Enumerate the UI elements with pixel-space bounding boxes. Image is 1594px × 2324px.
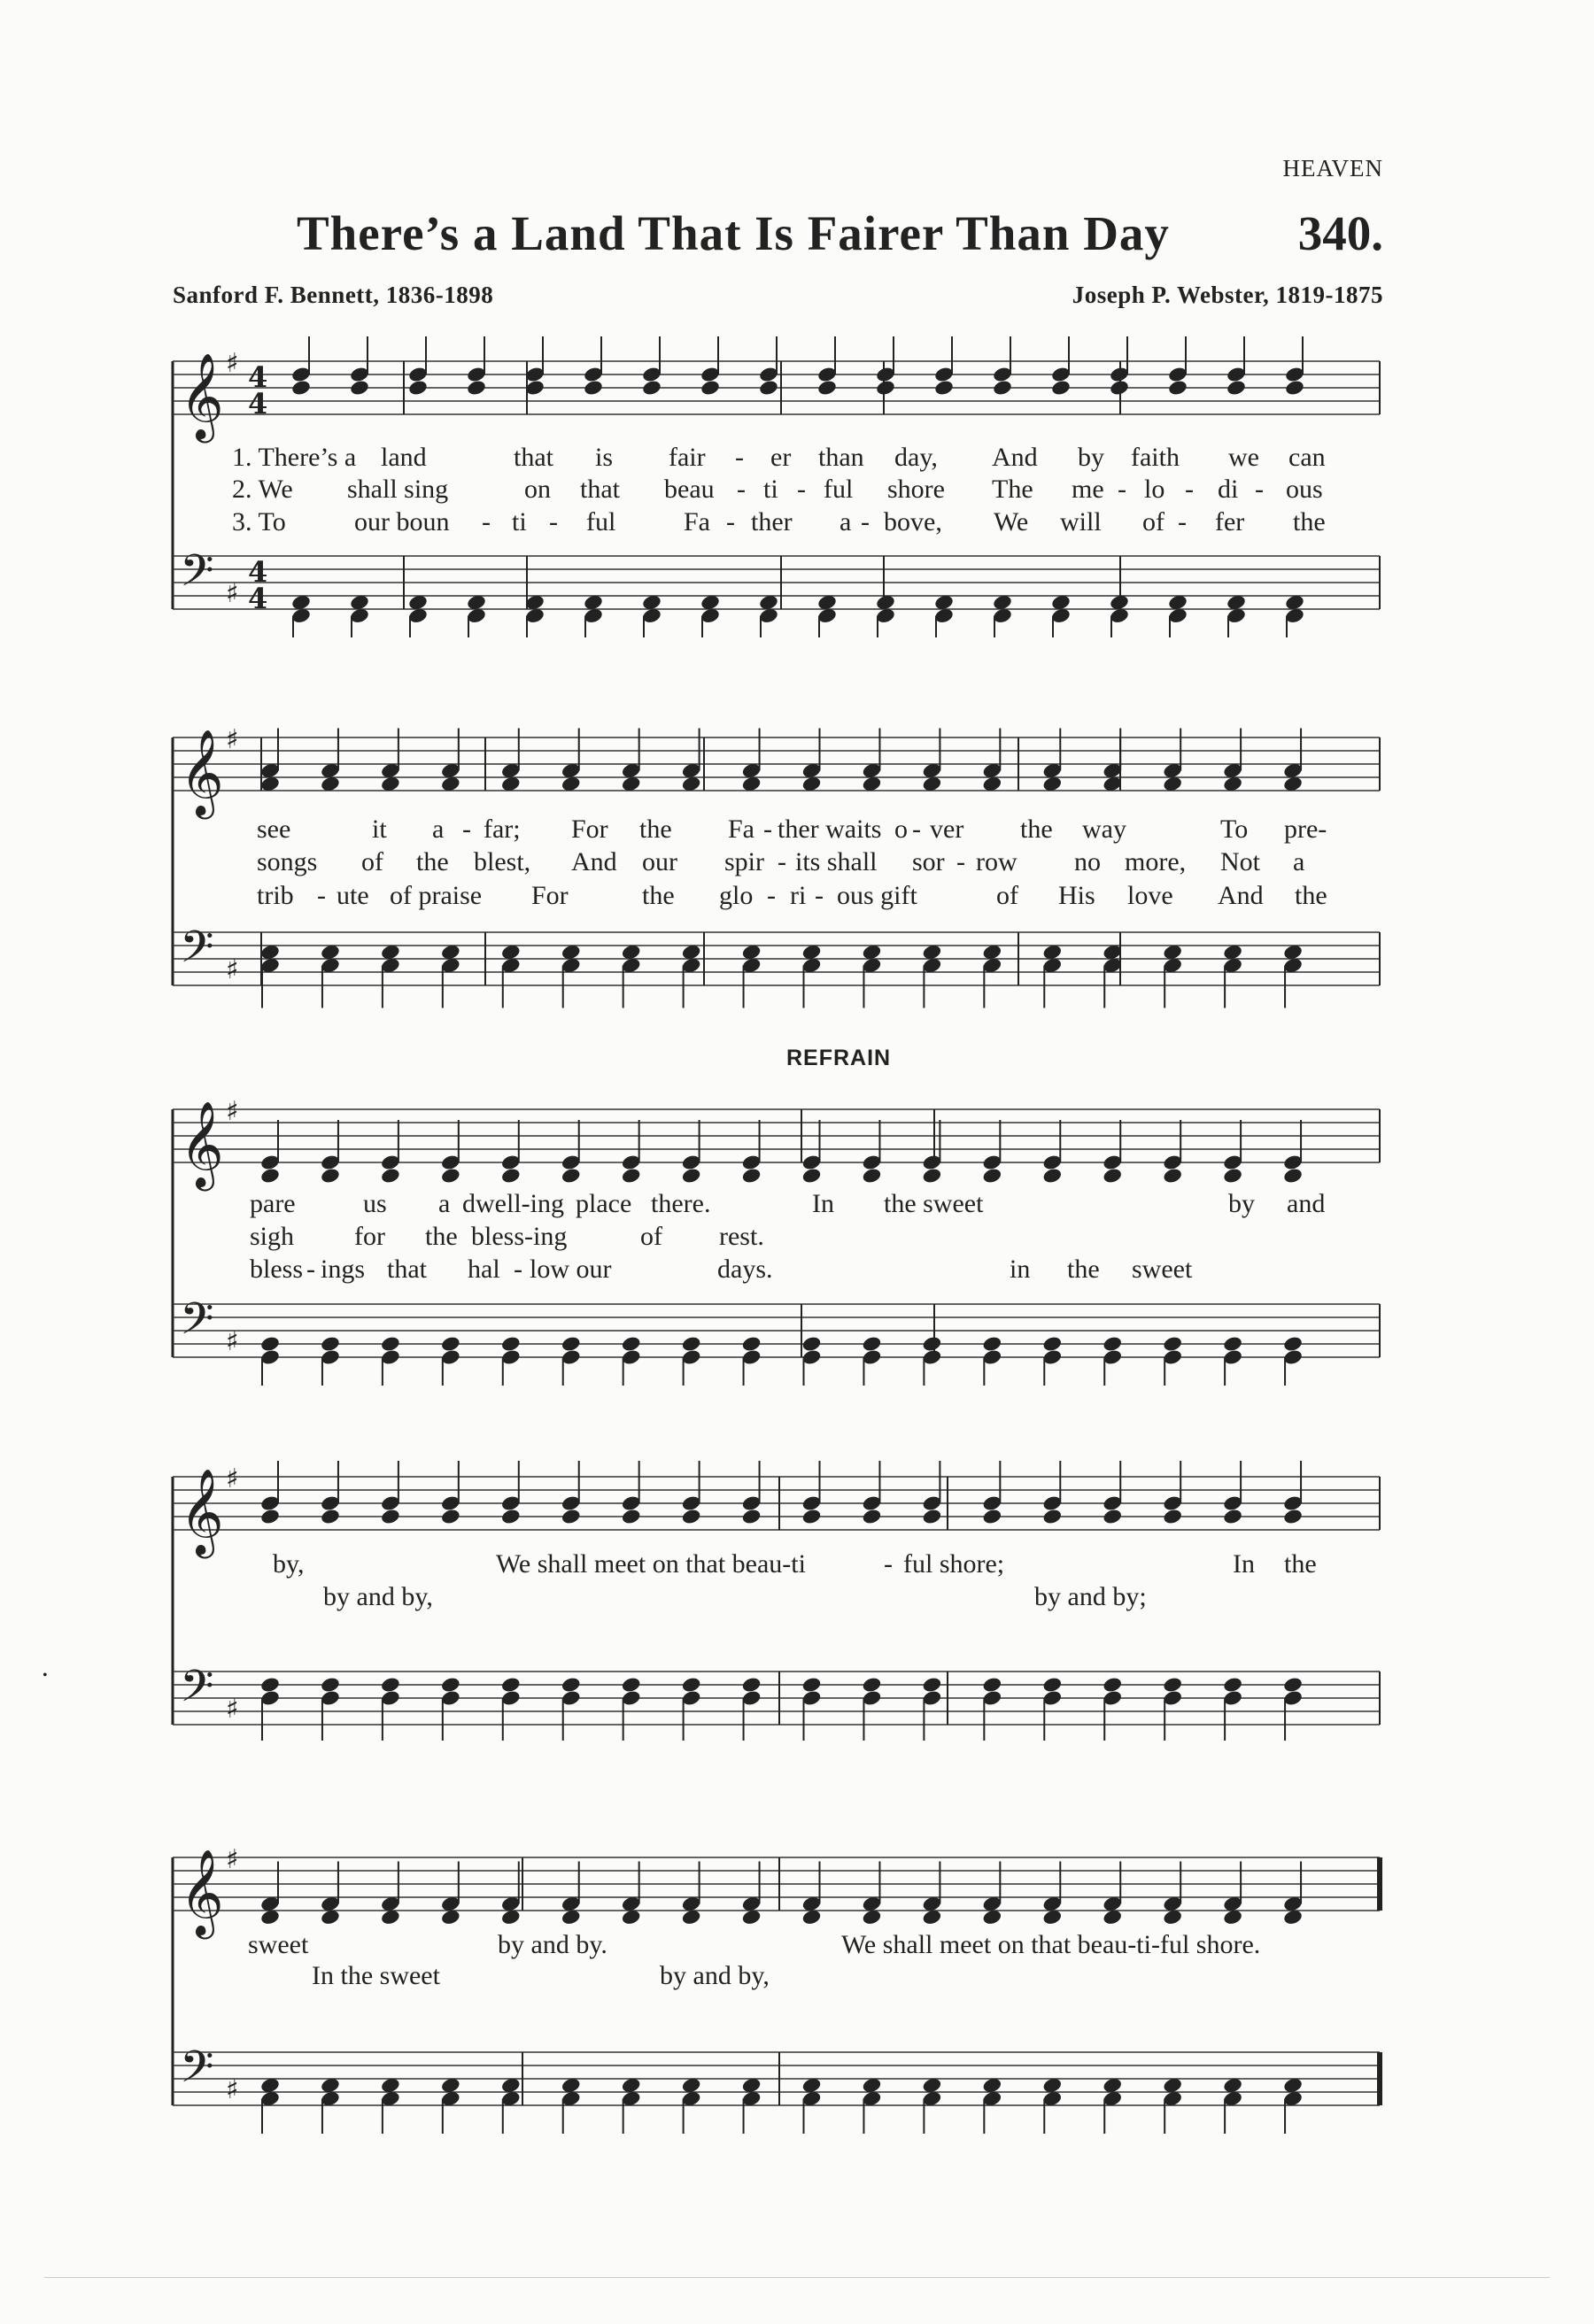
lyric-word: us [363, 1189, 387, 1218]
svg-text:𝄞: 𝄞 [180, 729, 224, 815]
lyric-word: ful [586, 507, 616, 537]
svg-text:𝄞: 𝄞 [180, 1100, 224, 1187]
lyric-word: The [992, 475, 1033, 504]
lyric-word: o [894, 815, 908, 844]
svg-text:𝄞: 𝄞 [180, 1468, 224, 1555]
lyric-word: - [726, 507, 735, 537]
lyric-word: the [1067, 1255, 1100, 1284]
svg-text:4: 4 [248, 555, 268, 589]
lyric-word: - [1178, 507, 1187, 537]
lyric-word: And [1218, 881, 1264, 910]
lyric-word: spir [724, 847, 764, 876]
music-system-4 [0, 1452, 1594, 1753]
svg-text:♯: ♯ [226, 2074, 239, 2105]
lyric-word: that [580, 475, 620, 504]
lyric-word: place [576, 1189, 632, 1218]
lyric-word: - [956, 847, 965, 876]
lyric-word: His [1058, 881, 1095, 910]
svg-text:♯: ♯ [226, 1844, 239, 1875]
lyric-word: 3. To [232, 507, 286, 537]
lyric-word: - [317, 881, 326, 910]
lyric-word: glo [719, 881, 754, 910]
section-heading: HEAVEN [1282, 155, 1383, 181]
lyric-word: sweet [248, 1930, 309, 1959]
lyric-word: To [1220, 815, 1249, 844]
lyric-word: days. [717, 1255, 773, 1284]
lyric-word: sigh [250, 1222, 295, 1251]
lyric-word: lo [1144, 475, 1165, 504]
lyric-word: the [1293, 507, 1326, 537]
lyric-word: is [595, 443, 614, 472]
svg-text:♯: ♯ [226, 1463, 239, 1494]
lyric-word: a [432, 815, 445, 844]
svg-text:4: 4 [248, 387, 268, 421]
lyric-word: ute [337, 881, 369, 910]
lyric-word: a [840, 507, 852, 537]
lyric-word: of praise [390, 881, 483, 910]
lyric-word: for [354, 1222, 385, 1251]
lyric-word: trib [257, 881, 294, 910]
lyric-word: In [812, 1189, 834, 1218]
author-credit: Sanford F. Bennett, 1836-1898 [173, 282, 494, 308]
lyric-word: Not [1220, 847, 1260, 876]
refrain-label: REFRAIN [786, 1046, 892, 1070]
lyric-word: songs [257, 847, 318, 876]
lyric-word: For [571, 815, 608, 844]
lyric-word: - [735, 443, 744, 472]
lyric-word: the [642, 881, 675, 910]
lyric-word: and [1287, 1189, 1326, 1218]
lyric-word: pre- [1284, 815, 1327, 844]
svg-text:♯: ♯ [226, 724, 239, 755]
lyric-word: of [996, 881, 1018, 910]
lyric-word: the [639, 815, 672, 844]
lyric-word: the [1284, 1549, 1317, 1579]
lyric-word: 2. We [232, 475, 293, 504]
lyric-word: bless-ing [471, 1222, 568, 1251]
svg-text:♯: ♯ [226, 1694, 239, 1725]
lyric-word: shall sing [347, 475, 449, 504]
lyric-word: sor [912, 847, 945, 876]
lyric-word: di [1218, 475, 1239, 504]
lyric-word: - [1185, 475, 1194, 504]
lyric-word: shore [887, 475, 945, 504]
music-system-5 [0, 1833, 1594, 2134]
lyric-word: in [1010, 1255, 1031, 1284]
lyric-word: ver [930, 815, 964, 844]
lyric-word: we [1228, 443, 1259, 472]
svg-text:♯: ♯ [226, 1326, 239, 1357]
svg-text:♯: ♯ [226, 954, 239, 985]
lyric-word: In the sweet [312, 1961, 440, 1990]
lyric-word: a [438, 1189, 451, 1218]
lyric-word: - [912, 815, 921, 844]
lyric-word: er [770, 443, 792, 472]
composer-credit: Joseph P. Webster, 1819-1875 [1072, 282, 1383, 308]
lyric-word: can [1288, 443, 1326, 472]
lyric-word: by [1078, 443, 1104, 472]
lyric-word: will [1060, 507, 1102, 537]
lyric-word: fair [669, 443, 706, 472]
grand-staff-3 [0, 1085, 1594, 1386]
lyric-word: rest. [719, 1222, 764, 1251]
lyric-word: - [763, 815, 772, 844]
lyric-word: bless [250, 1255, 303, 1284]
lyric-word: - [767, 881, 776, 910]
lyric-word: And [571, 847, 617, 876]
lyric-word: the [1020, 815, 1053, 844]
lyric-word: - [778, 847, 786, 876]
svg-text:4: 4 [248, 582, 268, 615]
lyric-word: day, [894, 443, 938, 472]
lyric-word: - [549, 507, 558, 537]
lyric-word: 1. There’s a [232, 443, 357, 472]
lyric-word: beau [664, 475, 715, 504]
lyric-word: by and by, [660, 1961, 770, 1990]
lyric-word: by and by. [498, 1930, 607, 1959]
lyric-word: our boun [354, 507, 450, 537]
music-system-2 [0, 713, 1594, 1014]
lyric-word: Fa [728, 815, 754, 844]
lyric-word: land [381, 443, 427, 472]
lyric-word: see [257, 815, 291, 844]
lyric-word: the [1295, 881, 1327, 910]
lyric-word: the [425, 1222, 458, 1251]
lyric-word: that [387, 1255, 427, 1284]
svg-text:𝄢: 𝄢 [180, 1661, 214, 1723]
lyric-word: - [306, 1255, 315, 1284]
lyric-word: bove, [884, 507, 942, 537]
lyric-word: by and by, [323, 1582, 433, 1611]
lyric-word: And [992, 443, 1038, 472]
lyric-word: We shall meet on that beau-ti [496, 1549, 806, 1579]
svg-text:𝄞: 𝄞 [180, 352, 224, 439]
lyric-word: dwell-ing [462, 1189, 564, 1218]
lyric-word: ous [1286, 475, 1323, 504]
lyric-word: by [1228, 1189, 1255, 1218]
lyric-word: the sweet [884, 1189, 984, 1218]
lyric-word: fer [1215, 507, 1245, 537]
lyric-word: ti [512, 507, 527, 537]
lyric-word: row [976, 847, 1018, 876]
lyric-word: it [372, 815, 387, 844]
lyric-word: - [1118, 475, 1126, 504]
lyric-word: We [994, 507, 1029, 537]
lyric-word: - [797, 475, 806, 504]
svg-text:𝄢: 𝄢 [180, 922, 214, 984]
lyric-word: - [884, 1549, 893, 1579]
lyric-word: In [1233, 1549, 1255, 1579]
music-system-3 [0, 1085, 1594, 1386]
lyric-word: of [640, 1222, 662, 1251]
lyric-word: pare [250, 1189, 296, 1218]
grand-staff-5 [0, 1833, 1594, 2134]
grand-staff-4 [0, 1452, 1594, 1753]
lyric-word: more, [1125, 847, 1187, 876]
scan-mark: • [43, 1668, 48, 1683]
lyric-word: than [818, 443, 864, 472]
svg-text:𝄢: 𝄢 [180, 545, 214, 607]
lyric-word: ful [824, 475, 854, 504]
lyric-word: - [815, 881, 824, 910]
svg-text:𝄢: 𝄢 [180, 2042, 214, 2104]
lyric-word: our [642, 847, 677, 876]
lyric-word: of [1142, 507, 1165, 537]
lyric-word: hal [468, 1255, 500, 1284]
hymn-title: There’s a Land That Is Fairer Than Day [297, 206, 1170, 260]
lyric-word: - [462, 815, 471, 844]
lyric-word: by and by; [1034, 1582, 1147, 1611]
lyric-word: - [861, 507, 870, 537]
lyric-word: no [1074, 847, 1101, 876]
page-edge-rule [44, 2277, 1550, 2278]
lyric-word: ri [790, 881, 807, 910]
lyric-word: blest, [474, 847, 531, 876]
lyric-word: way [1082, 815, 1126, 844]
lyric-word: its shall [795, 847, 878, 876]
svg-text:♯: ♯ [226, 1096, 239, 1127]
lyric-word: - [514, 1255, 522, 1284]
lyric-word: For [531, 881, 569, 910]
music-system-1 [0, 336, 1594, 637]
lyric-word: the [416, 847, 449, 876]
lyric-word: of [361, 847, 383, 876]
svg-text:4: 4 [248, 360, 268, 394]
lyric-word: far; [484, 815, 521, 844]
lyric-word: ther waits [778, 815, 882, 844]
lyric-word: ous gift [837, 881, 917, 910]
svg-text:♯: ♯ [226, 348, 239, 379]
lyric-word: love [1127, 881, 1173, 910]
lyric-word: ings [321, 1255, 366, 1284]
lyric-word: sweet [1132, 1255, 1193, 1284]
lyric-word: ful shore; [903, 1549, 1005, 1579]
lyric-word: on [524, 475, 551, 504]
hymn-number: 340. [1297, 206, 1383, 260]
lyric-word: - [482, 507, 491, 537]
lyric-word: a [1293, 847, 1305, 876]
svg-text:♯: ♯ [226, 578, 239, 609]
lyric-word: there. [651, 1189, 711, 1218]
lyric-word: - [1255, 475, 1264, 504]
lyric-word: - [737, 475, 746, 504]
lyric-word: We shall meet on that beau-ti-ful shore. [841, 1930, 1261, 1959]
lyric-word: ther [751, 507, 793, 537]
lyric-word: Fa [684, 507, 710, 537]
svg-text:𝄢: 𝄢 [180, 1293, 214, 1355]
lyric-word: by, [273, 1549, 305, 1579]
lyric-word: me [1072, 475, 1104, 504]
svg-text:𝄞: 𝄞 [180, 1849, 224, 1935]
lyric-word: faith [1131, 443, 1180, 472]
lyric-word: ti [763, 475, 778, 504]
lyric-word: low our [530, 1255, 612, 1284]
lyric-word: that [514, 443, 553, 472]
